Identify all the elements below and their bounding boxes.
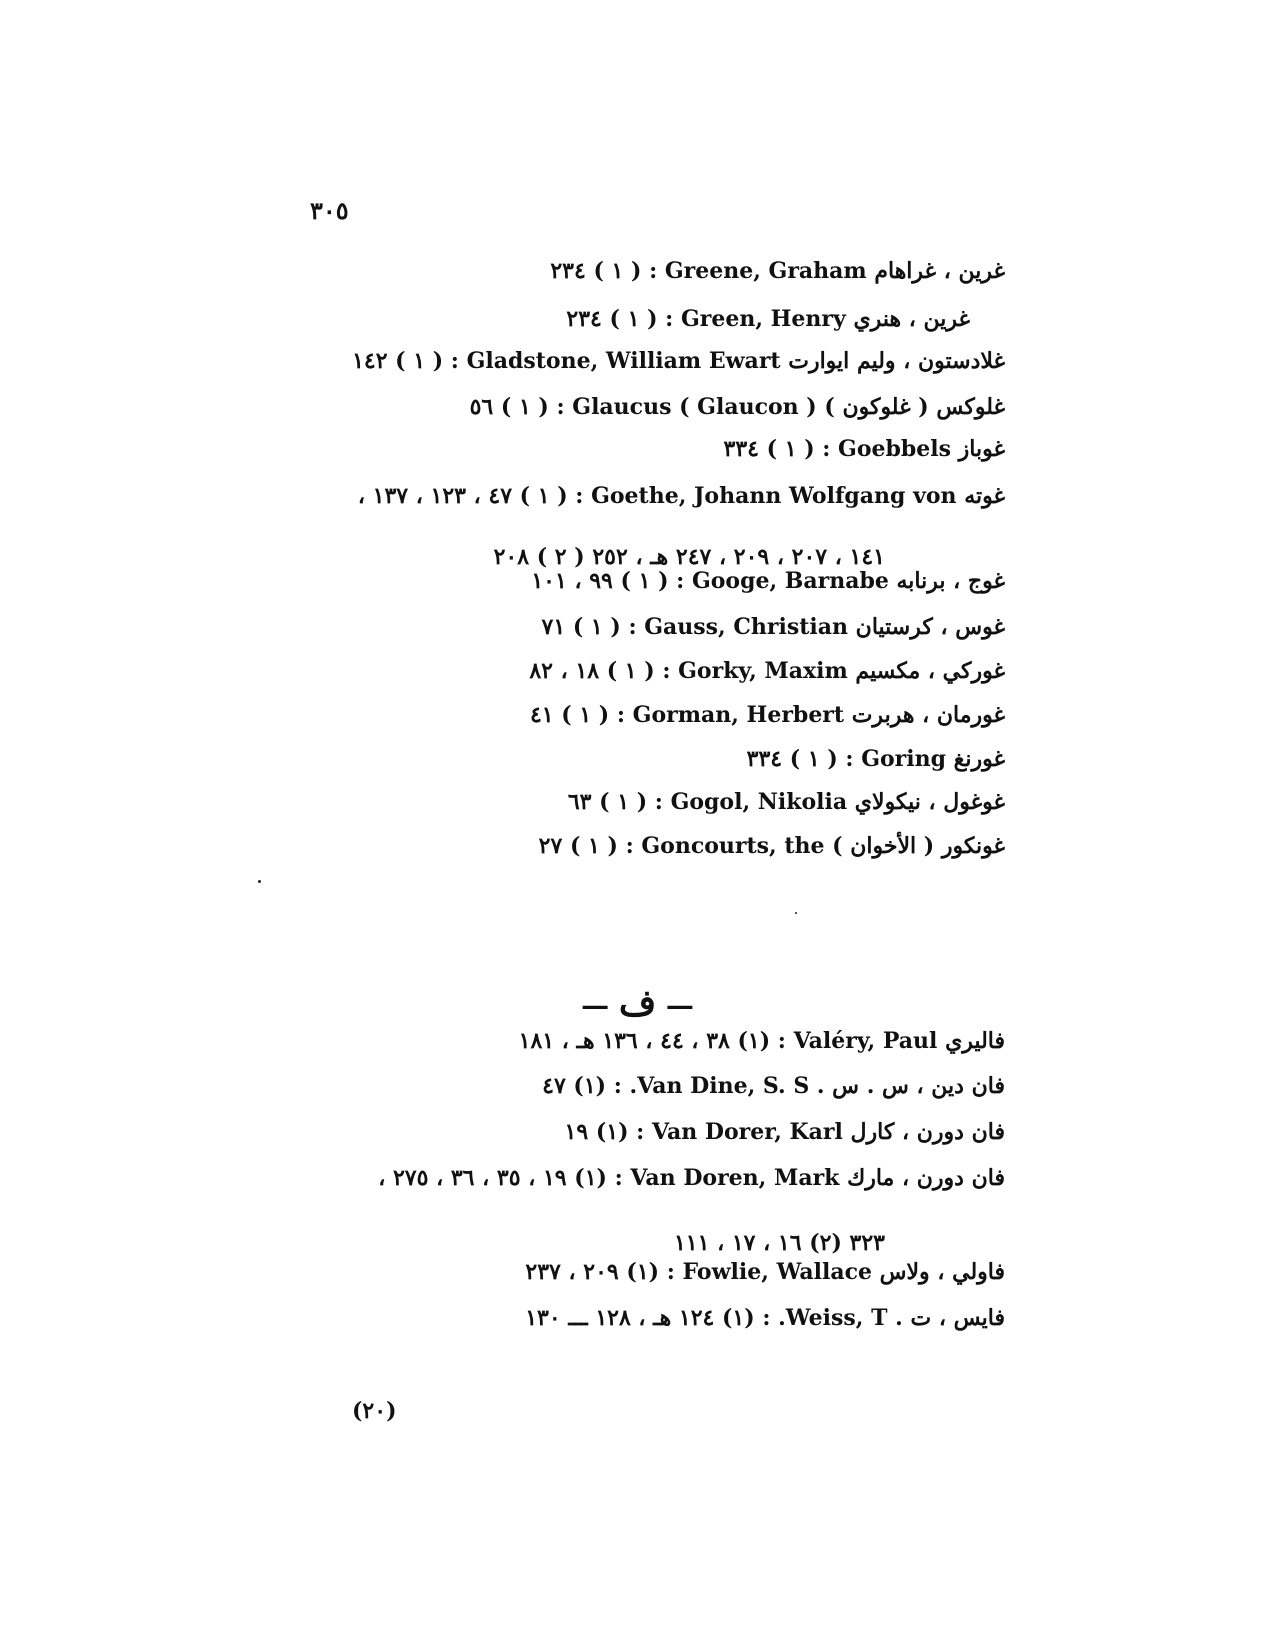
index-entry: غرين ، هنري Green, Henry : ( ١ ) ٢٣٤ [566, 306, 970, 332]
index-entry: غورنغ Goring : ( ١ ) ٣٣٤ [746, 746, 1005, 772]
index-entry-continuation: ٣٢٣ (٢) ١٦ ، ١٧ ، ١١١ [673, 1230, 885, 1256]
index-entry: غورمان ، هربرت Gorman, Herbert : ( ١ ) ٤١ [529, 702, 1005, 728]
index-entry: فايس ، ت . Weiss, T. : (١) ١٢٤ هـ ، ١٢٨ ـــ ١٣٠ [525, 1305, 1005, 1331]
print-speck [795, 912, 797, 914]
index-entry: غوس ، كرستيان Gauss, Christian : ( ١ ) ٧١ [541, 614, 1005, 640]
index-entry: غوغول ، نيكولاي Gogol, Nikolia : ( ١ ) ٦٣ [567, 789, 1005, 815]
index-entry: غلوكس ( غلوكون ) Glaucus ( Glaucon ) : ( ١ ) ٥٦ [469, 394, 1005, 420]
dash-decoration: — [581, 989, 619, 1022]
index-entry: غلادستون ، وليم ايوارت Gladstone, William Ewart : ( ١ ) ١٤٢ [352, 348, 1005, 374]
index-entry: فان دورن ، مارك Van Doren, Mark : (١) ١٩ ، ٣٥ ، ٣٦ ، ٢٧٥ ، [378, 1165, 1005, 1191]
dash-decoration: — [656, 989, 694, 1022]
index-entry: غوركي ، مكسيم Gorky, Maxim : ( ١ ) ١٨ ، ٨٢ [529, 658, 1005, 684]
index-entry-continuation: ١٤١ ، ٢٠٧ ، ٢٠٩ ، ٢٤٧ هـ ، ٢٥٢ ( ٢ ) ٢٠٨ [493, 544, 885, 570]
index-entry: غوج ، برنابه Googe, Barnabe : ( ١ ) ٩٩ ، ١٠١ [531, 568, 1005, 594]
index-entry: غوته Goethe, Johann Wolfgang von : ( ١ ) ٤٧ ، ١٢٣ ، ١٣٧ ، [357, 483, 1005, 509]
index-entry: فان دين ، س . س . Van Dine, S. S. : (١) ٤٧ [542, 1073, 1005, 1099]
index-entry: غونكور ( الأخوان ) Goncourts, the : ( ١ ) ٢٧ [538, 833, 1005, 859]
index-entry: غرين ، غراهام Greene, Graham : ( ١ ) ٢٣٤ [550, 258, 1005, 284]
index-entry: فان دورن ، كارل Van Dorer, Karl : (١) ١٩ [564, 1119, 1005, 1145]
index-entry: فاولي ، ولاس Fowlie, Wallace : (١) ٢٠٩ ، ٢٣٧ [525, 1259, 1005, 1285]
section-heading [0, 982, 1275, 1024]
print-speck [258, 880, 261, 883]
index-entry: غوباز Goebbels : ( ١ ) ٣٣٤ [723, 436, 1005, 462]
page-number: ٣٠٥ [310, 196, 349, 225]
footnote-mark: (٢٠) [352, 1398, 397, 1424]
index-entry: فاليري Valéry, Paul : (١) ٣٨ ، ٤٤ ، ١٣٦ هـ ، ١٨١ [518, 1028, 1005, 1054]
section-letter: ف [618, 982, 657, 1024]
